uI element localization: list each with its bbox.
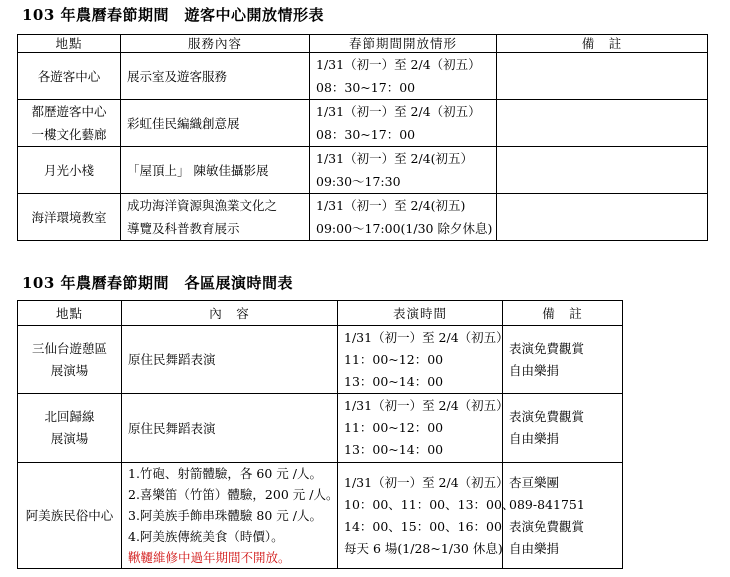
time-line: 11：00~12：00: [344, 351, 444, 367]
performance-schedule-table: [17, 300, 623, 569]
table-header-row: [18, 301, 623, 326]
service-cell: [121, 100, 310, 147]
time-line: 11：00~12：00: [344, 420, 444, 435]
location-cell: [18, 194, 121, 241]
service-cell: [121, 53, 310, 100]
remark-line: 表演免費觀賞: [509, 518, 585, 534]
table-row: [18, 100, 708, 147]
hours-cell: [310, 53, 497, 100]
hours-line: 08：30~17：00: [316, 80, 416, 95]
table-row: [18, 53, 708, 100]
time-line: 1/31（初一）至 2/4（初五）: [344, 474, 509, 490]
content-line: 原住民舞蹈表演: [128, 420, 216, 436]
remark-line: 表演免費觀賞: [509, 340, 585, 356]
location-line: 都歷遊客中心: [31, 104, 107, 119]
times-cell: [338, 394, 509, 463]
remark-line: 表演免費觀賞: [509, 409, 585, 424]
hours-line: 09:30～17:30: [316, 174, 401, 189]
header-hours: 春節期間開放情形: [310, 35, 497, 53]
location-line: 一樓文化藝廊: [31, 127, 107, 142]
location-cell: [18, 53, 121, 100]
service-cell: [121, 194, 310, 241]
location-cell: [18, 326, 122, 394]
location-line: 展演場: [50, 431, 89, 446]
remark-line: 自由樂捐: [509, 431, 560, 446]
hours-line: 1/31（初一）至 2/4（初五）: [316, 57, 481, 72]
hours-cell: [310, 147, 497, 194]
hours-cell: [310, 100, 497, 147]
table-row: [18, 394, 623, 463]
location-line: 各遊客中心: [37, 68, 101, 84]
content-line: 1.竹砲、射箭體驗，各 60 元 /人。: [128, 466, 322, 481]
table2-title: 103 年農曆春節期間 各區展演時間表: [22, 274, 294, 292]
header-location: 地點: [18, 35, 121, 53]
hours-line: 09:00～17:00(1/30 除夕休息): [316, 221, 493, 236]
location-line: 北回歸線: [44, 409, 95, 424]
hours-line: 1/31（初一）至 2/4(初五）: [316, 151, 474, 166]
content-line: 2.喜樂笛（竹笛）體驗，200 元 /人。: [128, 487, 339, 502]
remark-cell: [497, 147, 708, 194]
location-cell: [18, 147, 121, 194]
header-service: 服務內容: [121, 35, 310, 53]
content-cell: [122, 463, 338, 569]
service-line: 彩虹佳民編織創意展: [127, 115, 240, 131]
content-line: 4.阿美族傳統美食（時價）。: [128, 529, 284, 544]
location-cell: [18, 463, 122, 569]
time-line: 14：00、15：00、16：00: [344, 518, 502, 534]
service-line: 成功海洋資源與漁業文化之: [127, 198, 278, 213]
location-cell: [18, 394, 122, 463]
header-remark: 備 註: [497, 35, 708, 53]
table-row: [18, 326, 623, 394]
time-line: 1/31（初一）至 2/4（初五）: [344, 329, 509, 345]
hours-line: 1/31（初一）至 2/4（初五）: [316, 104, 481, 119]
table-row: [18, 463, 623, 569]
header-times: 表演時間: [338, 301, 503, 326]
service-cell: [121, 147, 310, 194]
visitor-center-table: [17, 34, 708, 241]
times-cell: [338, 326, 509, 394]
table-row: [18, 194, 708, 241]
remark-cell: [503, 394, 623, 463]
location-line: 三仙台遊憩區: [31, 340, 107, 356]
time-line: 13：00~14：00: [344, 442, 444, 457]
remark-cell: [497, 194, 708, 241]
header-content: 內 容: [122, 301, 338, 326]
remark-cell: [503, 463, 623, 569]
location-line: 阿美族民俗中心: [25, 508, 114, 523]
content-cell: [122, 326, 338, 394]
content-cell: [122, 394, 338, 463]
table-row: [18, 147, 708, 194]
time-line: 每天 6 場(1/28~1/30 休息): [344, 540, 503, 556]
remark-cell: [497, 53, 708, 100]
service-line: 導覽及科普教育展示: [127, 221, 240, 236]
table-header-row: [18, 35, 708, 53]
remark-cell: [497, 100, 708, 147]
hours-line: 08：30~17：00: [316, 127, 416, 142]
remark-line: 自由樂捐: [509, 540, 560, 556]
content-line: 原住民舞蹈表演: [128, 352, 216, 367]
location-line: 展演場: [50, 362, 89, 378]
location-line: 海洋環境教室: [31, 209, 107, 225]
service-line: 「屋頂上」 陳敏佳攝影展: [127, 162, 269, 178]
content-line: 3.阿美族手飾串珠體驗 80 元 /人。: [128, 508, 322, 523]
remark-line: 杏亘樂團: [509, 474, 560, 490]
time-line: 13：00~14：00: [344, 373, 444, 389]
service-line: 展示室及遊客服務: [127, 68, 228, 84]
location-cell: [18, 100, 121, 147]
remark-cell: [503, 326, 623, 394]
hours-line: 1/31（初一）至 2/4(初五): [316, 198, 466, 213]
time-line: 1/31（初一）至 2/4（初五）: [344, 398, 509, 413]
closure-notice: 鞦韆維修中過年期間不開放。: [128, 550, 291, 565]
time-line: 10：00、11：00、13：00、: [344, 496, 515, 512]
remark-line: 089-841751: [509, 496, 585, 512]
remark-line: 自由樂捐: [509, 362, 560, 378]
location-line: 月光小棧: [43, 162, 94, 178]
hours-cell: [310, 194, 497, 241]
table1-title: 103 年農曆春節期間 遊客中心開放情形表: [22, 6, 325, 24]
header-location: 地點: [18, 301, 122, 326]
header-remark: 備 註: [503, 301, 623, 326]
times-cell: [338, 463, 515, 569]
